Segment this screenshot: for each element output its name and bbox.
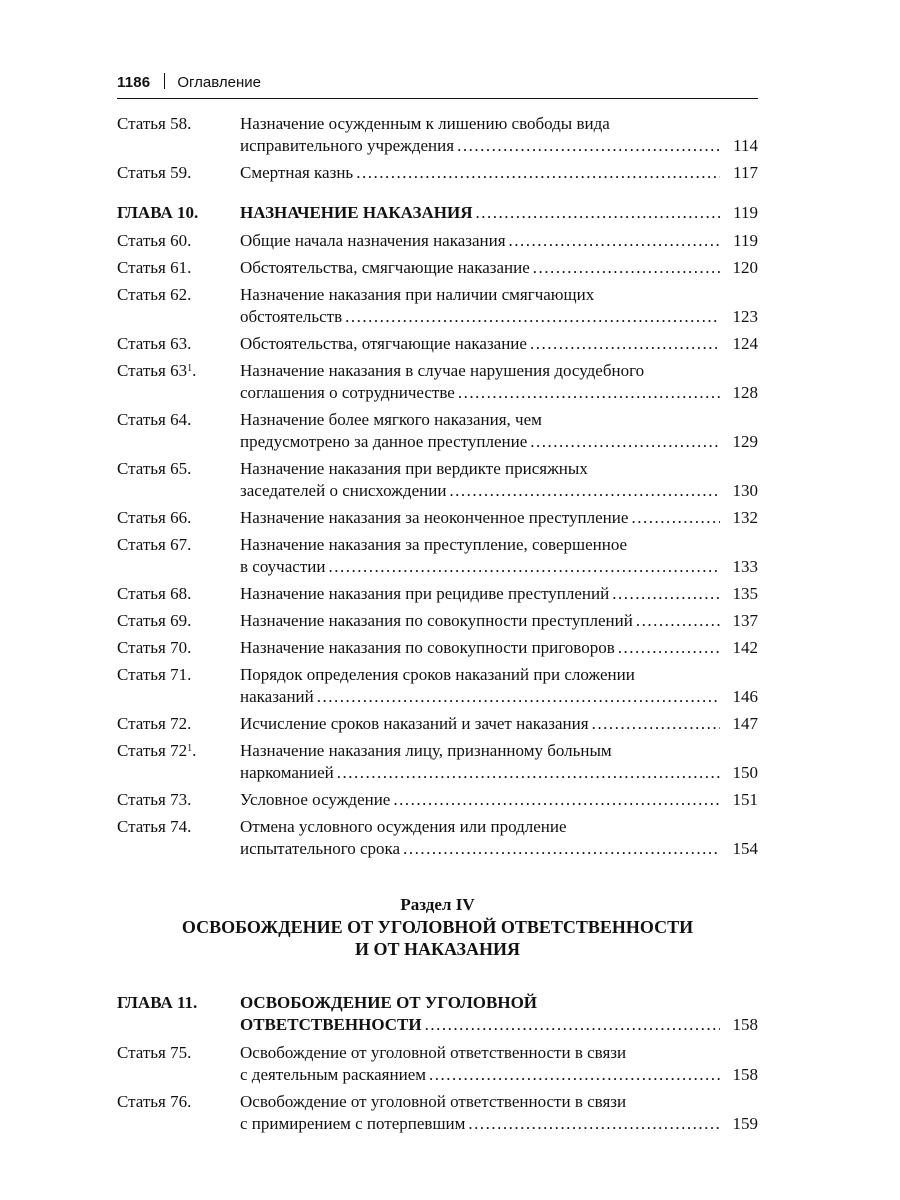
entry-label: Статья 73. xyxy=(117,790,192,809)
entry-label: ГЛАВА 11. xyxy=(117,993,198,1012)
page-ref: 147 xyxy=(732,714,758,733)
toc-entry xyxy=(117,583,758,605)
page-ref: 146 xyxy=(732,687,758,706)
entry-title-line: Назначение наказания за неоконченное преступление xyxy=(240,508,629,527)
entry-label: Статья 71. xyxy=(117,665,192,684)
toc-entry xyxy=(117,713,758,735)
toc-block-1 xyxy=(117,113,758,184)
dot-leader xyxy=(612,583,720,605)
entry-title-line: Назначение наказания при вердикте присяжных xyxy=(240,459,588,478)
entry-label: Статья 61. xyxy=(117,258,192,277)
toc-entry xyxy=(117,816,758,860)
entry-title-line: Обстоятельства, смягчающие наказание xyxy=(240,258,530,277)
toc-entry xyxy=(117,1091,758,1135)
dot-leader xyxy=(592,713,720,735)
entry-label: Статья 60. xyxy=(117,231,192,250)
entry-title-line: соглашения о сотрудничестве xyxy=(240,383,455,402)
entry-title-line: в соучастии xyxy=(240,557,326,576)
page-ref: 154 xyxy=(732,839,758,858)
toc-entry xyxy=(117,284,758,328)
page-ref: 132 xyxy=(732,508,758,527)
entry-label: Статья 66. xyxy=(117,508,192,527)
entry-label: Статья $72^1$. xyxy=(117,741,197,760)
entry-title-line: испытательного срока xyxy=(240,839,401,858)
dot-leader xyxy=(328,556,720,578)
toc-entry xyxy=(117,360,758,404)
section-title-line-2: И ОТ НАКАЗАНИЯ xyxy=(354,939,521,959)
section-label: Раздел IV xyxy=(400,895,475,914)
page-ref: 119 xyxy=(733,231,758,250)
dot-leader xyxy=(530,431,720,453)
chapter-entry xyxy=(117,202,758,224)
header-title: Оглавление xyxy=(177,74,261,91)
toc-block-2 xyxy=(117,230,758,860)
toc-entry xyxy=(117,230,758,252)
page-ref: 158 xyxy=(732,1015,758,1034)
entry-title-line: Общие начала назначения наказания xyxy=(240,231,506,250)
entry-title-line: Обстоятельства, отягчающие наказание xyxy=(240,334,527,353)
toc-entry xyxy=(117,409,758,453)
dot-leader xyxy=(425,1014,720,1036)
entry-title-line: предусмотрено за данное преступление xyxy=(240,432,528,451)
entry-title-line: Отмена условного осуждения или продление xyxy=(240,817,567,836)
toc-block-3 xyxy=(117,1042,758,1135)
dot-leader xyxy=(317,686,720,708)
entry-label: Статья 64. xyxy=(117,410,192,429)
entry-title-line: наказаний xyxy=(240,687,314,706)
toc-entry xyxy=(117,740,758,784)
dot-leader xyxy=(449,480,720,502)
entry-title-line: наркоманией xyxy=(240,763,334,782)
entry-title-line: НАЗНАЧЕНИЕ НАКАЗАНИЯ xyxy=(240,203,473,222)
page-ref: 117 xyxy=(733,163,758,182)
page-ref: 133 xyxy=(732,557,758,576)
dot-leader xyxy=(356,162,720,184)
chapter-10-heading xyxy=(117,202,758,224)
page-ref: 114 xyxy=(733,136,758,155)
chapter-11-heading xyxy=(117,992,758,1036)
page-ref: 137 xyxy=(732,611,758,630)
toc-entry xyxy=(117,664,758,708)
entry-label: Статья 68. xyxy=(117,584,192,603)
section-heading xyxy=(117,894,758,960)
dot-leader xyxy=(457,135,720,157)
page-ref: 135 xyxy=(732,584,758,603)
page-ref: 159 xyxy=(732,1114,758,1133)
toc-entry xyxy=(117,507,758,529)
entry-title-line: ОСВОБОЖДЕНИЕ ОТ УГОЛОВНОЙ xyxy=(240,993,538,1012)
dot-leader xyxy=(631,507,720,529)
running-header xyxy=(117,72,758,99)
entry-label: Статья $63^1$. xyxy=(117,361,197,380)
entry-label: Статья 75. xyxy=(117,1043,192,1062)
article-superscript: 1 xyxy=(187,743,193,754)
page-ref: 123 xyxy=(732,307,758,326)
dot-leader xyxy=(530,333,720,355)
entry-title-line: Назначение наказания лицу, признанному больным xyxy=(240,741,612,760)
section-title-line-1: ОСВОБОЖДЕНИЕ ОТ УГОЛОВНОЙ ОТВЕТСТВЕННОСТИ xyxy=(181,917,694,937)
entry-title-line: с деятельным раскаянием xyxy=(240,1065,427,1084)
article-superscript: 1 xyxy=(187,363,193,374)
page-ref: 151 xyxy=(732,790,758,809)
dot-leader xyxy=(468,1113,720,1135)
table-of-contents xyxy=(117,113,758,1135)
toc-entry xyxy=(117,637,758,659)
entry-title-line: Условное осуждение xyxy=(240,790,391,809)
entry-label: Статья 74. xyxy=(117,817,192,836)
page-ref: 142 xyxy=(732,638,758,657)
toc-entry xyxy=(117,333,758,355)
entry-label: Статья 65. xyxy=(117,459,192,478)
entry-label: Статья 67. xyxy=(117,535,192,554)
dot-leader xyxy=(458,382,720,404)
entry-title-line: обстоятельств xyxy=(240,307,343,326)
entry-title-line: Назначение наказания в случае нарушения досудебного xyxy=(240,361,645,380)
dot-leader xyxy=(429,1064,720,1086)
entry-title-line: исправительного учреждения xyxy=(240,136,455,155)
entry-title-line: заседателей о снисхождении xyxy=(240,481,447,500)
entry-title-line: Порядок определения сроков наказаний при сложении xyxy=(240,665,635,684)
toc-entry xyxy=(117,113,758,157)
dot-leader xyxy=(475,202,720,224)
entry-title-line: Исчисление сроков наказаний и зачет наказания xyxy=(240,714,589,733)
entry-label: Статья 70. xyxy=(117,638,192,657)
entry-label: Статья 63. xyxy=(117,334,192,353)
page-ref: 128 xyxy=(732,383,758,402)
chapter-entry xyxy=(117,992,758,1036)
dot-leader xyxy=(533,257,720,279)
page-ref: 120 xyxy=(732,258,758,277)
entry-title-line: Освобождение от уголовной ответственности в связи xyxy=(240,1092,627,1111)
page-ref: 130 xyxy=(732,481,758,500)
entry-title-line: Назначение наказания по совокупности преступлений xyxy=(240,611,633,630)
entry-label: Статья 62. xyxy=(117,285,192,304)
entry-title-line: Назначение более мягкого наказания, чем xyxy=(240,410,542,429)
dot-leader xyxy=(393,789,720,811)
dot-leader xyxy=(509,230,720,252)
entry-label: Статья 58. xyxy=(117,114,192,133)
entry-title-line: Назначение наказания при наличии смягчающих xyxy=(240,285,595,304)
entry-label: ГЛАВА 10. xyxy=(117,203,199,222)
dot-leader xyxy=(618,637,720,659)
entry-title-line: ОТВЕТСТВЕННОСТИ xyxy=(240,1015,422,1034)
page-ref: 158 xyxy=(732,1065,758,1084)
toc-entry xyxy=(117,610,758,632)
entry-title-line: с примирением с потерпевшим xyxy=(240,1114,466,1133)
page-number: 1186 xyxy=(117,74,151,91)
toc-entry xyxy=(117,257,758,279)
entry-label: Статья 76. xyxy=(117,1092,192,1111)
entry-title-line: Смертная казнь xyxy=(240,163,354,182)
page-ref: 129 xyxy=(732,432,758,451)
entry-title-line: Назначение наказания за преступление, совершенное xyxy=(240,535,628,554)
entry-title-line: Назначение наказания по совокупности приговоров xyxy=(240,638,615,657)
toc-entry xyxy=(117,1042,758,1086)
entry-label: Статья 69. xyxy=(117,611,192,630)
page-ref: 124 xyxy=(732,334,758,353)
toc-entry xyxy=(117,458,758,502)
dot-leader xyxy=(636,610,720,632)
toc-entry xyxy=(117,534,758,578)
toc-entry xyxy=(117,789,758,811)
dot-leader xyxy=(337,762,720,784)
dot-leader xyxy=(345,306,720,328)
entry-title-line: Освобождение от уголовной ответственности в связи xyxy=(240,1043,627,1062)
entry-title-line: Назначение наказания при рецидиве преступлений xyxy=(240,584,610,603)
page-ref: 119 xyxy=(733,203,758,222)
entry-label: Статья 72. xyxy=(117,714,192,733)
dot-leader xyxy=(403,838,720,860)
toc-entry xyxy=(117,162,758,184)
page-ref: 150 xyxy=(732,763,758,782)
entry-title-line: Назначение осужденным к лишению свободы вида xyxy=(240,114,610,133)
header-divider xyxy=(164,73,165,89)
entry-label: Статья 59. xyxy=(117,163,192,182)
